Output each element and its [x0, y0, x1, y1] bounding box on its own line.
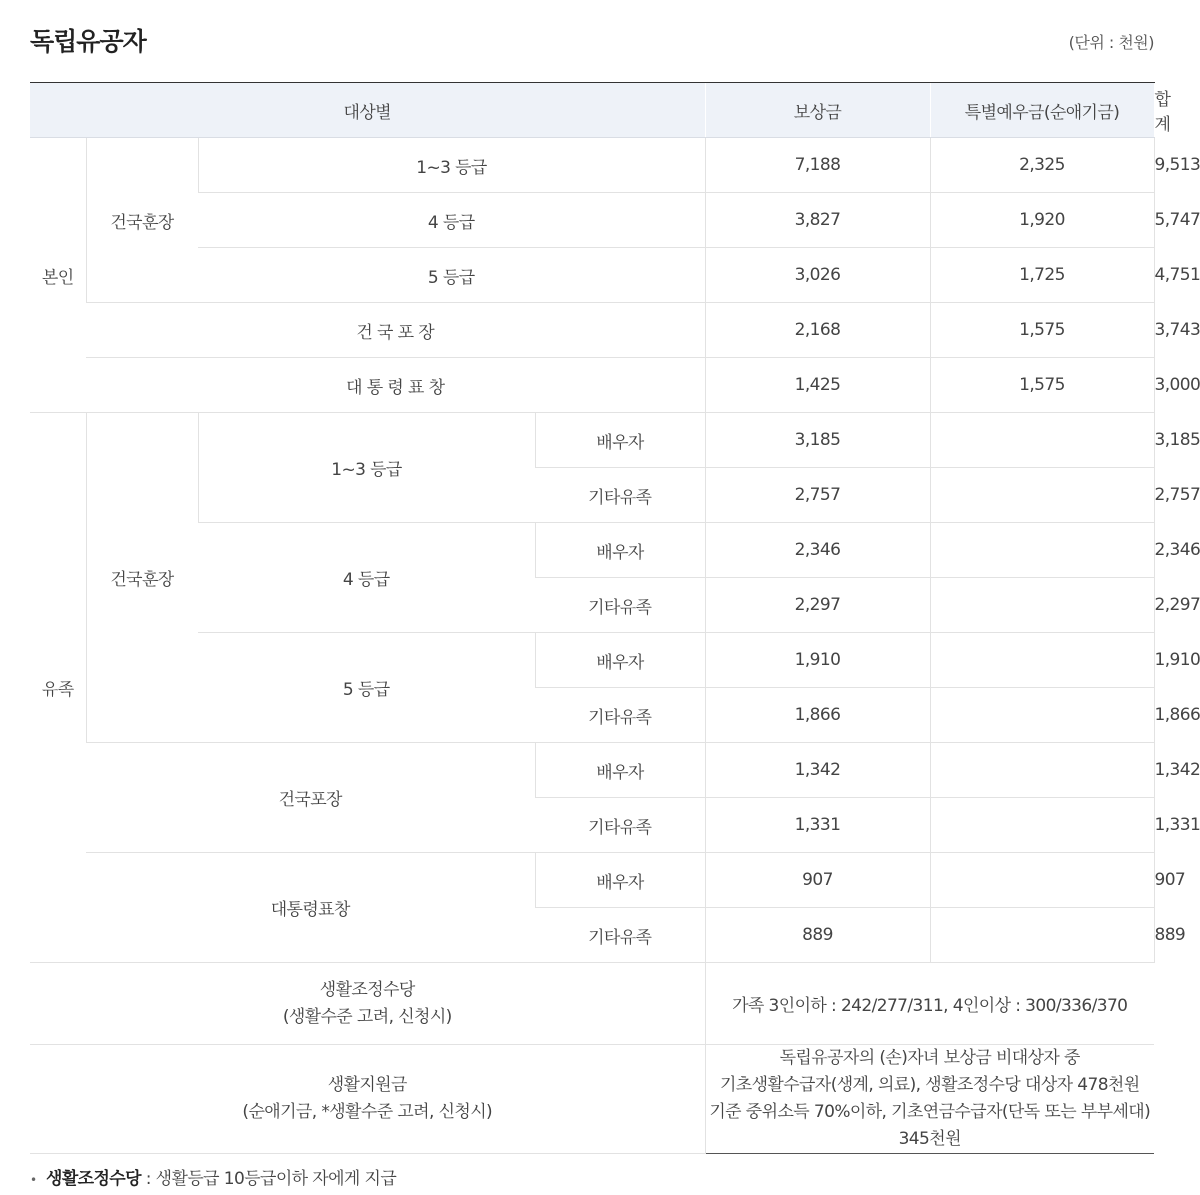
compensation-table: [30, 82, 1200, 1154]
compensation-cell: 2,757: [705, 468, 930, 523]
grade-label: 5 등급: [198, 633, 535, 743]
header-special-pension: 특별예우금(순애기금): [930, 83, 1154, 138]
table-row: 대통령표창 배우자 907 907: [30, 853, 1154, 908]
grade-label: 5 등급: [198, 248, 705, 303]
family-order-label: 건국훈장: [86, 413, 198, 743]
header-target: 대상별: [30, 83, 705, 138]
special-cell: [930, 578, 1154, 633]
relation-label: 배우자: [535, 633, 705, 688]
relation-label: 배우자: [535, 743, 705, 798]
living-support-line: 기초생활수급자(생계, 의료), 생활조정수당 대상자 478천원: [719, 1075, 1140, 1095]
compensation-cell: 2,168: [705, 303, 930, 358]
compensation-cell: 907: [705, 853, 930, 908]
special-cell: [930, 853, 1154, 908]
living-adjustment-label: [30, 963, 705, 1045]
footnote: [30, 1164, 396, 1189]
header-compensation: 보상금: [705, 83, 930, 138]
table-row: 기타유족 889 889: [30, 908, 1154, 963]
special-cell: 1,575: [930, 303, 1154, 358]
table-row: 기타유족 2,297 2,297: [30, 578, 1154, 633]
table-row: 유족 건국훈장 1~3 등급 배우자 3,185 3,185: [30, 413, 1154, 468]
table-row: 기타유족 1,331 1,331: [30, 798, 1154, 853]
unit-note: (단위 : 천원): [1068, 33, 1154, 52]
grade-label: 4 등급: [198, 523, 535, 633]
family-medal-label: 건국포장: [86, 743, 535, 853]
compensation-cell: 1,331: [705, 798, 930, 853]
table-row: 본인 건국훈장 1~3 등급 7,188 2,325 9,513: [30, 138, 1154, 193]
compensation-cell: 889: [705, 908, 930, 963]
grade-label: 1~3 등급: [198, 413, 535, 523]
special-cell: 2,325: [930, 138, 1154, 193]
relation-label: 기타유족: [535, 688, 705, 743]
compensation-cell: 2,297: [705, 578, 930, 633]
table-row: 건국포장 배우자 1,342 1,342: [30, 743, 1154, 798]
living-support-line: 기준 중위소득 70%이하, 기초연금수급자(단독 또는 부부세대) 345천원: [709, 1102, 1151, 1149]
self-medal-label: 건 국 포 장: [86, 303, 705, 358]
special-cell: [930, 633, 1154, 688]
table-row: 5 등급 배우자 1,910 1,910: [30, 633, 1154, 688]
grade-label: 4 등급: [198, 193, 705, 248]
compensation-cell: 2,346: [705, 523, 930, 578]
special-cell: 1,575: [930, 358, 1154, 413]
compensation-cell: 1,866: [705, 688, 930, 743]
special-cell: [930, 743, 1154, 798]
grade-label: 1~3 등급: [198, 138, 705, 193]
compensation-cell: 3,026: [705, 248, 930, 303]
living-support-line: 독립유공자의 (손)자녀 보상금 비대상자 중: [779, 1048, 1080, 1068]
table-row: 대 통 령 표 창 1,425 1,575 3,000: [30, 358, 1154, 413]
group-self-label: 본인: [30, 138, 86, 413]
self-order-label: 건국훈장: [86, 138, 198, 303]
table-row: 기타유족 2,757 2,757: [30, 468, 1154, 523]
relation-label: 기타유족: [535, 798, 705, 853]
special-cell: [930, 468, 1154, 523]
compensation-cell: 3,185: [705, 413, 930, 468]
special-cell: [930, 688, 1154, 743]
table-row: 건 국 포 장 2,168 1,575 3,743: [30, 303, 1154, 358]
living-support-condition: (순애기금, *생활수준 고려, 신청시): [242, 1102, 493, 1122]
living-adjustment-title: 생활조정수당: [319, 979, 415, 1000]
table-row: 4 등급 배우자 2,346 2,346: [30, 523, 1154, 578]
relation-label: 배우자: [535, 523, 705, 578]
living-support-label: [30, 1045, 705, 1154]
compensation-cell: 3,827: [705, 193, 930, 248]
compensation-cell: 1,910: [705, 633, 930, 688]
special-cell: [930, 798, 1154, 853]
relation-label: 기타유족: [535, 908, 705, 963]
compensation-cell: 7,188: [705, 138, 930, 193]
table-row: [30, 963, 1154, 1045]
relation-label: 기타유족: [535, 468, 705, 523]
special-cell: 1,725: [930, 248, 1154, 303]
living-adjustment-condition: (생활수준 고려, 신청시): [282, 1006, 452, 1027]
table-row: 5 등급 3,026 1,725 4,751: [30, 248, 1154, 303]
living-adjustment-value: 가족 3인이하 : 242/277/311, 4인이상 : 300/336/370: [705, 963, 1154, 1045]
bullet-icon: •: [30, 1173, 37, 1187]
compensation-cell: 1,425: [705, 358, 930, 413]
page-title: 독립유공자: [30, 27, 146, 56]
family-citation-label: 대통령표창: [86, 853, 535, 963]
special-cell: [930, 908, 1154, 963]
living-support-value: [705, 1045, 1154, 1154]
group-family-label: 유족: [30, 413, 86, 963]
footnote-text: : 생활등급 10등급이하 자에게 지급: [140, 1169, 397, 1189]
relation-label: 배우자: [535, 853, 705, 908]
self-citation-label: 대 통 령 표 창: [86, 358, 705, 413]
special-cell: 1,920: [930, 193, 1154, 248]
footnote-term: 생활조정수당: [46, 1169, 141, 1189]
compensation-cell: 1,342: [705, 743, 930, 798]
relation-label: 기타유족: [535, 578, 705, 633]
special-cell: [930, 413, 1154, 468]
table-header-row: 대상별 보상금 특별예우금(순애기금) 합계: [30, 83, 1154, 138]
table-row: [30, 1045, 1154, 1154]
living-support-title: 생활지원금: [327, 1075, 407, 1095]
special-cell: [930, 523, 1154, 578]
table-row: 기타유족 1,866 1,866: [30, 688, 1154, 743]
relation-label: 배우자: [535, 413, 705, 468]
table-row: 4 등급 3,827 1,920 5,747: [30, 193, 1154, 248]
